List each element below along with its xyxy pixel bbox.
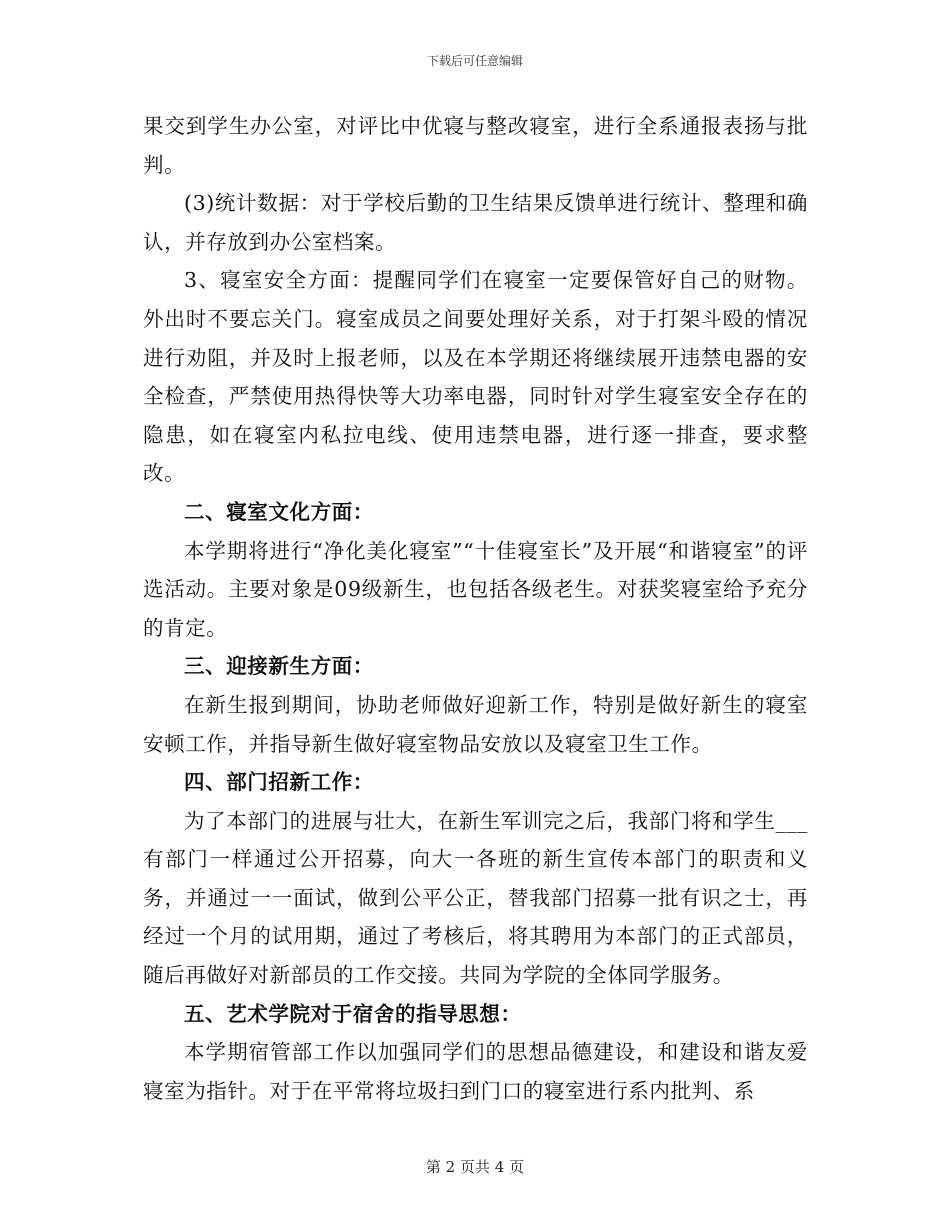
heading-dorm-culture: 二、寝室文化方面： (184, 499, 374, 524)
page-number: 第 2 页共 4 页 (425, 1158, 525, 1176)
paragraph-dorm-safety: 3、寝室安全方面：提醒同学们在寝室一定要保管好自己的财物。外出时不要忘关门。寝室成员之间要处理好关系，对于打架斗殴的情况进行劝阻，并及时上报老师，以及在本学期还将继续展开违禁电器的安全检查，严禁使用热得快等大功率电器，同时针对学生寝室安全存在的隐患，如在寝室内私拉电线、使用违禁电器，进行逐一排查，要求整改。 (143, 268, 808, 486)
paragraph-statistics: (3)统计数据：对于学校后勤的卫生结果反馈单进行统计、整理和确认，并存放到办公室档案。 (143, 191, 808, 254)
paragraph-1: 果交到学生办公室，对评比中优寝与整改寝室，进行全系通报表扬与批判。 (143, 114, 808, 177)
heading-guiding-ideology: 五、艺术学院对于宿舍的指导思想： (184, 1001, 522, 1026)
page-header: 下载后可任意编辑 (426, 54, 523, 68)
paragraph-recruitment: 为了本部门的进展与壮大，在新生军训完之后，我部门将和学生___有部门一样通过公开招募，向大一各班的新生宣传本部门的职责和义务，并通过一一面试，做到公平公正，替我部门招募一批有识之士，再经过一个月的试用期，通过了考核后，将其聘用为本部门的正式部员，随后再做好对新部员的工作交接。共同为学院的全体同学服务。 (143, 808, 808, 988)
paragraph-dorm-culture: 本学期将进行“净化美化寝室”“十佳寝室长”及开展“和谐寝室”的评选活动。主要对象是09级新生，也包括各级老生。对获奖寝室给予充分的肯定。 (143, 538, 808, 640)
heading-recruitment: 四、部门招新工作： (184, 770, 374, 795)
paragraph-guiding-ideology: 本学期宿管部工作以加强同学们的思想品德建设，和建设和谐友爱寝室为指针。对于在平常将垃圾扫到门口的寝室进行系内批判、系 (143, 1040, 808, 1103)
paragraph-welcome-freshmen: 在新生报到期间，协助老师做好迎新工作，特别是做好新生的寝室安顿工作，并指导新生做好寝室物品安放以及寝室卫生工作。 (143, 692, 808, 756)
document-body (143, 107, 808, 1110)
heading-welcome-freshmen: 三、迎接新生方面： (184, 654, 374, 679)
